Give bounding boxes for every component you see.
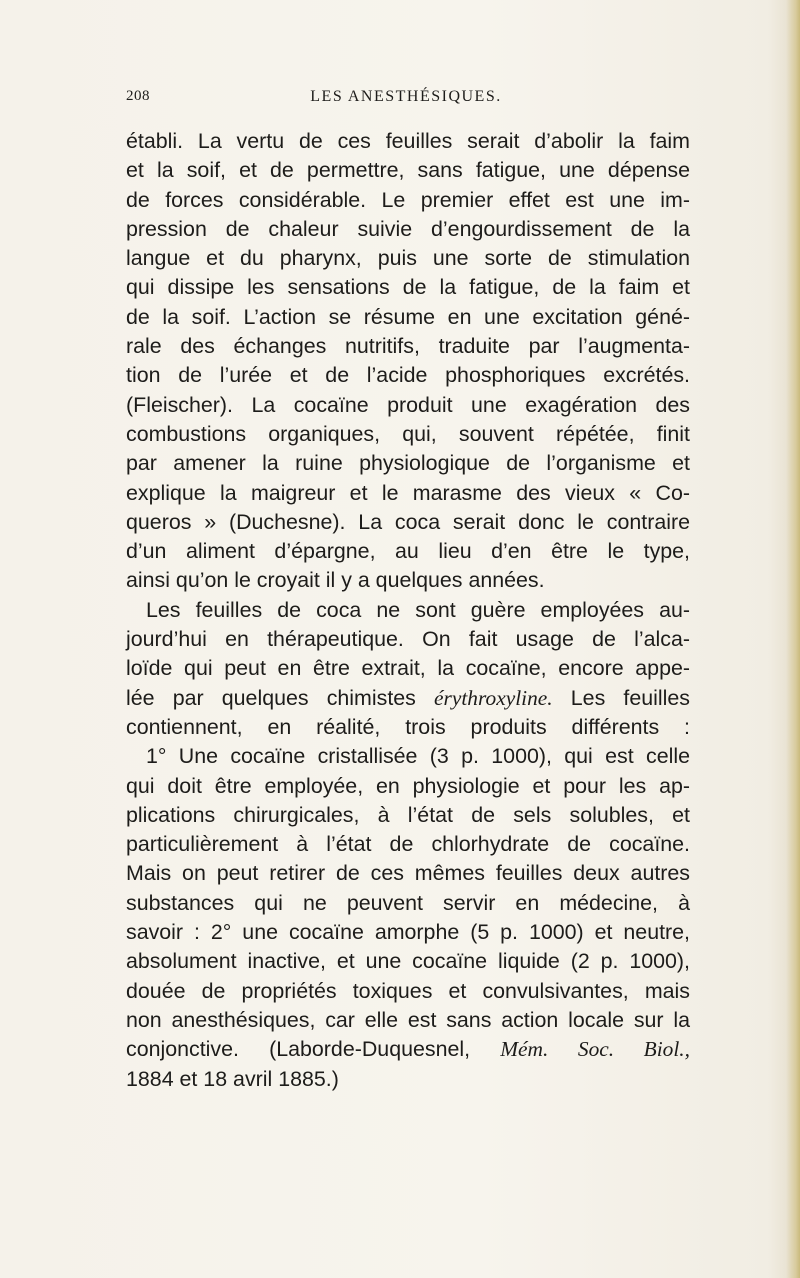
text-line: ainsi qu’on le croyait il y a quelques années. [126, 568, 545, 593]
text-segment: lée par quelques chimistes [126, 685, 416, 710]
text-line: Mais on peut retirer de ces mêmes feuilles deux autres [126, 861, 690, 886]
running-title: LES ANESTHÉSIQUES. [310, 88, 502, 105]
text-line: explique la maigreur et le marasme des vieux « Co- [126, 480, 690, 505]
page-edge-stain [786, 0, 800, 1278]
body-text [126, 127, 690, 1094]
text-line: Les feuilles de coca ne sont guère employées au- [146, 597, 690, 622]
text-line: contiennent, en réalité, trois produits différents : [126, 714, 690, 739]
text-line-with-italic [126, 684, 690, 713]
text-line: langue et du pharynx, puis une sorte de stimulation [126, 246, 690, 271]
text-line: particulièrement à l’état de chlorhydrate de cocaïne. [126, 832, 690, 857]
page-number: 208 [126, 88, 150, 104]
text-line: d’un aliment d’épargne, au lieu d’en être le type, [126, 539, 690, 564]
text-line: non anesthésiques, car elle est sans action locale sur la [126, 1007, 690, 1032]
text-line: et la soif, et de permettre, sans fatigue, une dépense [126, 158, 690, 183]
text-line: 1884 et 18 avril 1885.) [126, 1066, 339, 1091]
text-line: (Fleischer). La cocaïne produit une exagération des [126, 392, 690, 417]
text-line: de la soif. L’action se résume en une excitation géné- [126, 304, 690, 329]
text-line: absolument inactive, et une cocaïne liquide (2 p. 1000), [126, 949, 690, 974]
text-line: rale des échanges nutritifs, traduite par l’augmenta- [126, 334, 690, 359]
text-line: douée de propriétés toxiques et convulsivantes, mais [126, 978, 690, 1003]
text-line: de forces considérable. Le premier effet est une im- [126, 187, 690, 212]
text-line: établi. La vertu de ces feuilles serait d’abolir la faim [126, 129, 690, 153]
italic-term: érythroxyline. [434, 685, 553, 710]
text-segment: Les feuilles [570, 685, 690, 710]
text-line: pression de chaleur suivie d’engourdissement de la [126, 216, 690, 241]
text-line: plications chirurgicales, à l’état de sels solubles, et [126, 802, 690, 827]
text-line: substances qui ne peuvent servir en médecine, à [126, 890, 690, 915]
text-line: combustions organiques, qui, souvent répétée, finit [126, 421, 690, 446]
text-line: par amener la ruine physiologique de l’organisme et [126, 451, 690, 476]
running-header [126, 88, 686, 110]
text-line-with-italic [126, 1035, 690, 1064]
italic-citation: Mém. Soc. Biol., [500, 1037, 690, 1062]
text-line: 1° Une cocaïne cristallisée (3 p. 1000), qui est celle [146, 744, 690, 769]
text-line: jourd’hui en thérapeutique. On fait usage de l’alca- [126, 627, 690, 652]
text-line: tion de l’urée et de l’acide phosphoriques excrétés. [126, 363, 690, 388]
text-line: qui doit être employée, en physiologie et pour les ap- [126, 773, 690, 798]
text-line: qui dissipe les sensations de la fatigue, de la faim et [126, 275, 690, 300]
text-segment: conjonctive. (Laborde-Duquesnel, [126, 1037, 471, 1062]
text-line: loïde qui peut en être extrait, la cocaïne, encore appe- [126, 656, 690, 681]
text-line: queros » (Duchesne). La coca serait donc le contraire [126, 509, 690, 534]
text-line: savoir : 2° une cocaïne amorphe (5 p. 1000) et neutre, [126, 920, 690, 945]
